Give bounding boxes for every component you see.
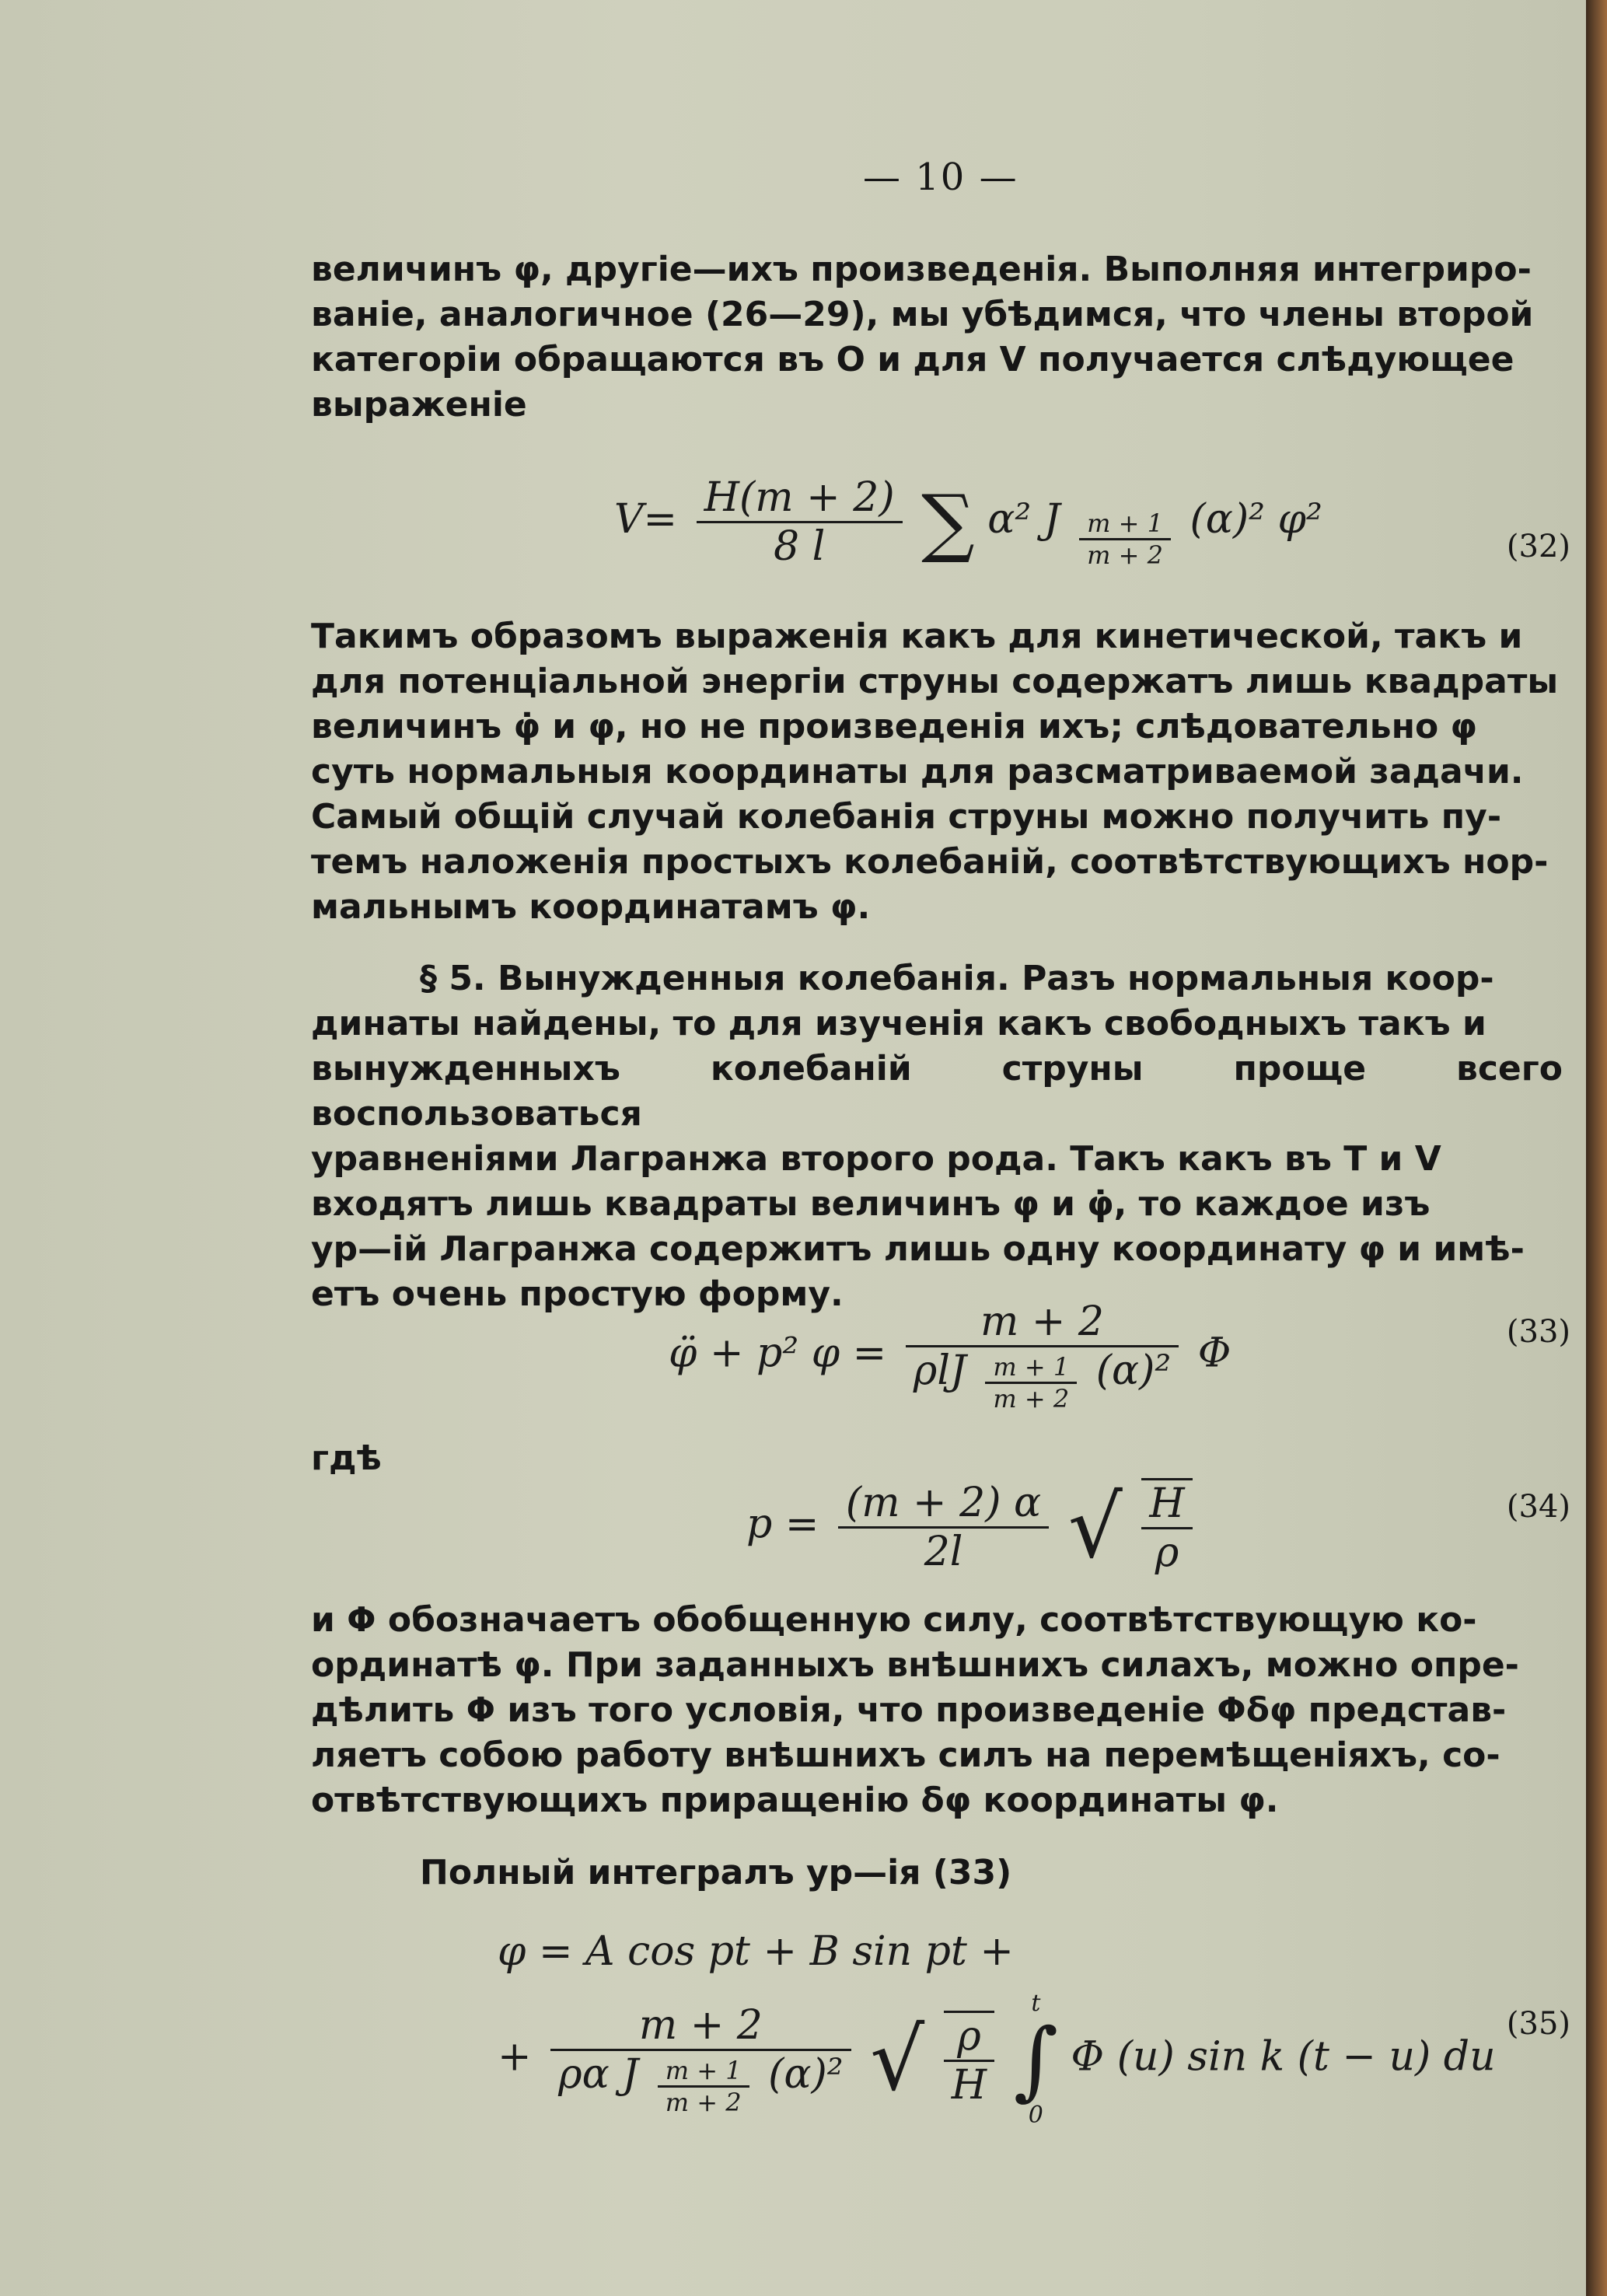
fraction [697, 474, 903, 570]
index-numerator: m + 1 [985, 1352, 1077, 1384]
equation-32 [614, 474, 1322, 570]
fraction-denominator [550, 2051, 851, 2117]
text-line: для потенціальной энергіи струны содержатъ лишь квадраты [311, 662, 1559, 701]
equation-label-34: (34) [1506, 1489, 1570, 1525]
paragraph-1 [311, 247, 1563, 428]
integral-limits [1014, 1990, 1058, 2129]
integral-icon: ∫ [1013, 2010, 1058, 2109]
text-line: величинъ φ̇ и φ, но не произведенія ихъ; слѣдовательно φ [311, 707, 1477, 746]
eq-body: α² J [987, 496, 1060, 543]
radicand-numerator: H [1141, 1480, 1192, 1529]
bessel-index [658, 2056, 749, 2117]
fraction [838, 1480, 1049, 1575]
index-numerator: m + 1 [1079, 508, 1171, 540]
text-line: суть нормальныя координаты для разсматриваемой задачи. [311, 752, 1524, 792]
fraction [906, 1298, 1179, 1414]
text-line: темъ наложенія простыхъ колебаній, соотвѣтствующихъ нор- [311, 842, 1549, 882]
index-numerator: m + 1 [658, 2056, 749, 2088]
fraction-numerator: m + 2 [550, 2002, 851, 2051]
text-line: входятъ лишь квадраты величинъ φ и φ̇, то каждое изъ [311, 1184, 1431, 1224]
den-prefix: ρα J [558, 2051, 639, 2098]
text-line: уравненіями Лагранжа второго рода. Такъ какъ въ T и V [311, 1139, 1441, 1179]
radicand-denominator: ρ [1155, 1529, 1179, 1576]
paragraph-2 [311, 614, 1563, 930]
text-line: ваніе, аналогичное (26—29), мы убѣдимся, что члены второй [311, 295, 1534, 334]
radical-icon: √ [1067, 1477, 1123, 1577]
radical-icon: √ [870, 2010, 925, 2109]
eq-lhs: φ̈ + p² φ = [669, 1330, 887, 1377]
text-line: ур—ій Лагранжа содержитъ лишь одну координату φ и имѣ- [311, 1229, 1525, 1269]
page-content [311, 0, 1586, 2296]
radicand-denominator: H [951, 2062, 987, 2109]
book-edge [1586, 0, 1607, 2296]
text-line: и Φ обозначаетъ обобщенную силу, соотвѣтствующую ко- [311, 1600, 1477, 1640]
text-line: отвѣтствующихъ приращенію δφ координаты φ. [311, 1781, 1279, 1820]
equation-label-35: (35) [1506, 2006, 1570, 2042]
section-heading: § 5. Вынужденныя колебанія. [420, 959, 1010, 998]
text-line: Самый общій случай колебанія струны можно получить пу- [311, 797, 1502, 837]
text-line: дѣлить Φ изъ того условія, что произведеніе Φδφ представ- [311, 1690, 1507, 1730]
fraction-numerator: m + 2 [906, 1298, 1179, 1347]
index-denominator: m + 2 [665, 2088, 742, 2117]
equation-label-33: (33) [1506, 1314, 1570, 1350]
eq-tail: (α)² φ² [1190, 496, 1322, 543]
plus-sign: + [498, 2033, 532, 2081]
bessel-index [985, 1352, 1077, 1414]
text-line: етъ очень простую форму. [311, 1274, 844, 1314]
text-line: выраженіе [311, 385, 527, 425]
equation-35-line-1: φ = A cos pt + B sin pt + [498, 1928, 1014, 1975]
radicand-numerator: ρ [944, 2013, 994, 2062]
fraction-denominator: 2l [924, 1528, 963, 1575]
fraction [550, 2002, 851, 2117]
text-line: ординатѣ φ. При заданныхъ внѣшнихъ силахъ, можно опре- [311, 1645, 1519, 1685]
text-line: Такимъ образомъ выраженія какъ для кинетической, такъ и [311, 617, 1523, 656]
paragraph-4 [311, 1598, 1563, 1823]
equation-34 [746, 1477, 1199, 1577]
fraction-denominator [906, 1347, 1179, 1414]
text-line: ляетъ собою работу внѣшнихъ силъ на перемѣщеніяхъ, со- [311, 1735, 1500, 1775]
text-line: динаты найдены, то для изученія какъ свободныхъ такъ и [311, 1004, 1486, 1043]
paragraph-3 [311, 956, 1563, 1317]
upper-limit: t [1031, 1990, 1041, 2017]
eq-lhs: p = [746, 1501, 819, 1548]
radicand [1141, 1478, 1192, 1576]
where-word: гдѣ [311, 1438, 382, 1478]
text-line: величинъ φ, другіе—ихъ произведенія. Выполняя интегриро- [311, 250, 1532, 289]
integrand: Φ (u) sin k (t − u) du [1071, 2033, 1496, 2081]
eq-rhs: Φ [1197, 1330, 1231, 1377]
index-denominator: m + 2 [993, 1384, 1070, 1414]
den-prefix: ρlJ [913, 1347, 966, 1394]
den-tail: (α)² [768, 2051, 844, 2098]
index-denominator: m + 2 [1087, 540, 1163, 570]
fraction-numerator: H(m + 2) [697, 474, 903, 523]
text-line [311, 956, 1563, 1001]
den-tail: (α)² [1095, 1347, 1172, 1394]
bessel-index [1079, 508, 1171, 570]
text-line: вынужденныхъ колебаній струны проще всего воспользоваться [311, 1049, 1563, 1134]
text-line: мальнымъ координатамъ φ. [311, 887, 871, 927]
fraction-denominator: 8 l [774, 523, 826, 570]
sum-symbol: ∑ [921, 478, 975, 566]
page-number: — 10 — [863, 156, 1018, 199]
equation-33 [669, 1298, 1231, 1414]
equation-label-32: (32) [1506, 529, 1570, 564]
lower-limit: 0 [1028, 2102, 1043, 2129]
text-line: категоріи обращаются въ O и для V получается слѣдующее [311, 340, 1514, 379]
fraction-numerator: (m + 2) α [838, 1480, 1049, 1529]
equation-35-line-2 [498, 1990, 1496, 2129]
text-fragment: Разъ нормальныя коор- [1022, 959, 1494, 998]
radicand [944, 2011, 994, 2109]
paragraph-5: Полный интегралъ ур—ія (33) [420, 1853, 1012, 1892]
eq-lhs: V= [614, 496, 678, 543]
